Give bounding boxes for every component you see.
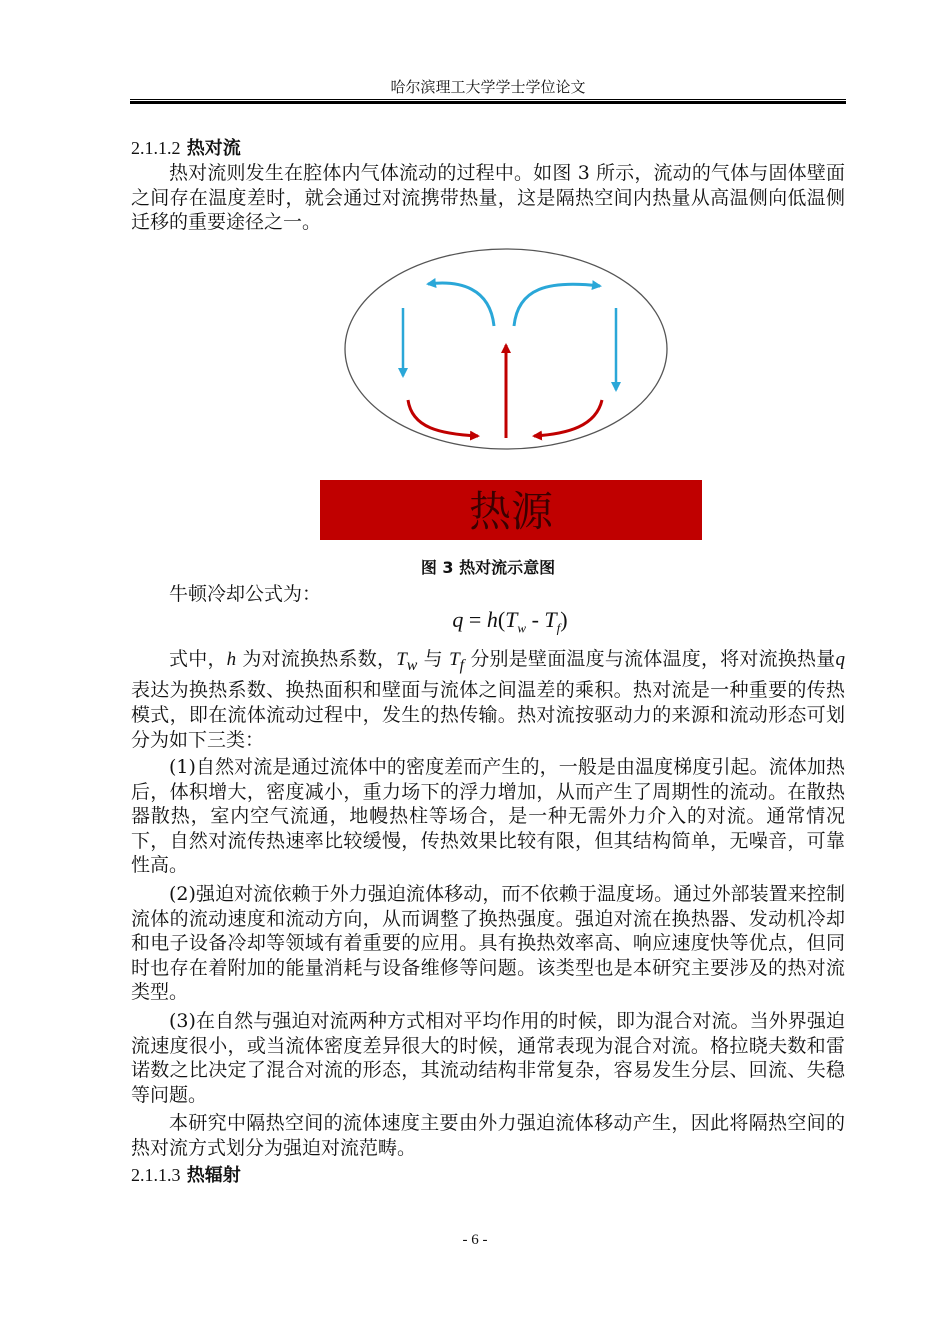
formula-tf: T bbox=[544, 607, 557, 632]
section-heading-radiation bbox=[131, 1163, 241, 1188]
text-run: 为对流换热系数， bbox=[236, 648, 397, 670]
text-run: 分别是壁面温度与流体温度，将对流换热量 bbox=[464, 648, 836, 670]
paragraph-formula-explanation bbox=[131, 647, 845, 752]
formula-lparen: ( bbox=[497, 607, 506, 632]
symbol-tw: T bbox=[396, 649, 407, 670]
heat-source-label: 热源 bbox=[468, 487, 554, 536]
symbol-tw-sub: w bbox=[406, 656, 418, 674]
formula-equals: = bbox=[468, 607, 482, 632]
header-rule-thin bbox=[130, 99, 846, 100]
symbol-tf-sub: f bbox=[459, 656, 465, 674]
convection-figure bbox=[300, 240, 720, 548]
text-run: 表达为换热系数、换热面积和壁面与流体之间温差的乘积。热对流是一种重要的传热模式，即在流体流动过程中，发生的热传输。热对流按驱动力的来源和流动形态可划分为如下三类： bbox=[131, 679, 845, 751]
section-number: 2.1.1.3 bbox=[131, 1165, 181, 1185]
convection-diagram bbox=[300, 240, 720, 548]
symbol-q: q bbox=[835, 649, 845, 670]
formula-q: q bbox=[452, 607, 464, 632]
symbol-tf: T bbox=[449, 649, 460, 670]
paragraph-forced-convection: (2)强迫对流依赖于外力强迫流体移动，而不依赖于温度场。通过外部装置来控制流体的流动速度和流动方向，从而调整了换热强度。强迫对流在换热器、发动机冷却和电子设备冷却等领域有着重要的应用。具有换热效率高、响应速度快等优点，但同时也存在着附加的能量消耗与设备维修等问题。该类型也是本研究主要涉及的热对流类型。 bbox=[131, 883, 845, 1004]
formula-sub-w: w bbox=[517, 620, 527, 636]
formula-h: h bbox=[486, 607, 498, 632]
section-title: 热对流 bbox=[186, 138, 241, 159]
page-number: - 6 - bbox=[462, 1232, 488, 1248]
paragraph-natural-convection: (1)自然对流是通过流体中的密度差而产生的，一般是由温度梯度引起。流体加热后，体积增大，密度减小，重力场下的浮力增加，从而产生了周期性的流动。在散热器散热，室内空气流通，地幔热柱等场合，是一种无需外力介入的对流。通常情况下，自然对流传热速率比较缓慢，传热效果比较有限，但其结构简单，无噪音，可靠性高。 bbox=[131, 756, 845, 877]
formula-tw: T bbox=[505, 607, 518, 632]
paragraph-conclusion: 本研究中隔热空间的流体速度主要由外力强迫流体移动产生，因此将隔热空间的热对流方式划分为强迫对流范畴。 bbox=[131, 1112, 845, 1159]
paragraph-mixed-convection: (3)在自然与强迫对流两种方式相对平均作用的时候，即为混合对流。当外界强迫流速度很小，或当流体密度差异很大的时候，通常表现为混合对流。格拉晓夫数和雷诺数之比决定了混合对流的形态，其流动结构非常复杂，容易发生分层、回流、失稳等问题。 bbox=[131, 1010, 845, 1106]
running-header: 哈尔滨理工大学学士学位论文 bbox=[390, 78, 586, 96]
header-rule-thick bbox=[130, 101, 846, 104]
text-run: 式中， bbox=[169, 648, 227, 670]
text-run: 与 bbox=[417, 648, 450, 670]
paragraph-intro: 热对流则发生在腔体内气体流动的过程中。如图 3 所示，流动的气体与固体壁面之间存在温度差时，就会通过对流携带热量，这是隔热空间内热量从高温侧向低温侧迁移的重要途径之一。 bbox=[131, 162, 845, 234]
paragraph-newton-intro: 牛顿冷却公式为： bbox=[169, 583, 322, 605]
symbol-h: h bbox=[226, 649, 237, 670]
section-title: 热辐射 bbox=[186, 1165, 241, 1186]
formula-minus: - bbox=[531, 607, 539, 632]
formula-rparen: ) bbox=[560, 607, 568, 632]
figure-caption: 图 3 热对流示意图 bbox=[420, 558, 556, 577]
section-heading-convection bbox=[131, 136, 241, 161]
formula-sub-f: f bbox=[556, 620, 561, 636]
newton-cooling-formula bbox=[380, 605, 640, 643]
section-number: 2.1.1.2 bbox=[131, 138, 181, 158]
